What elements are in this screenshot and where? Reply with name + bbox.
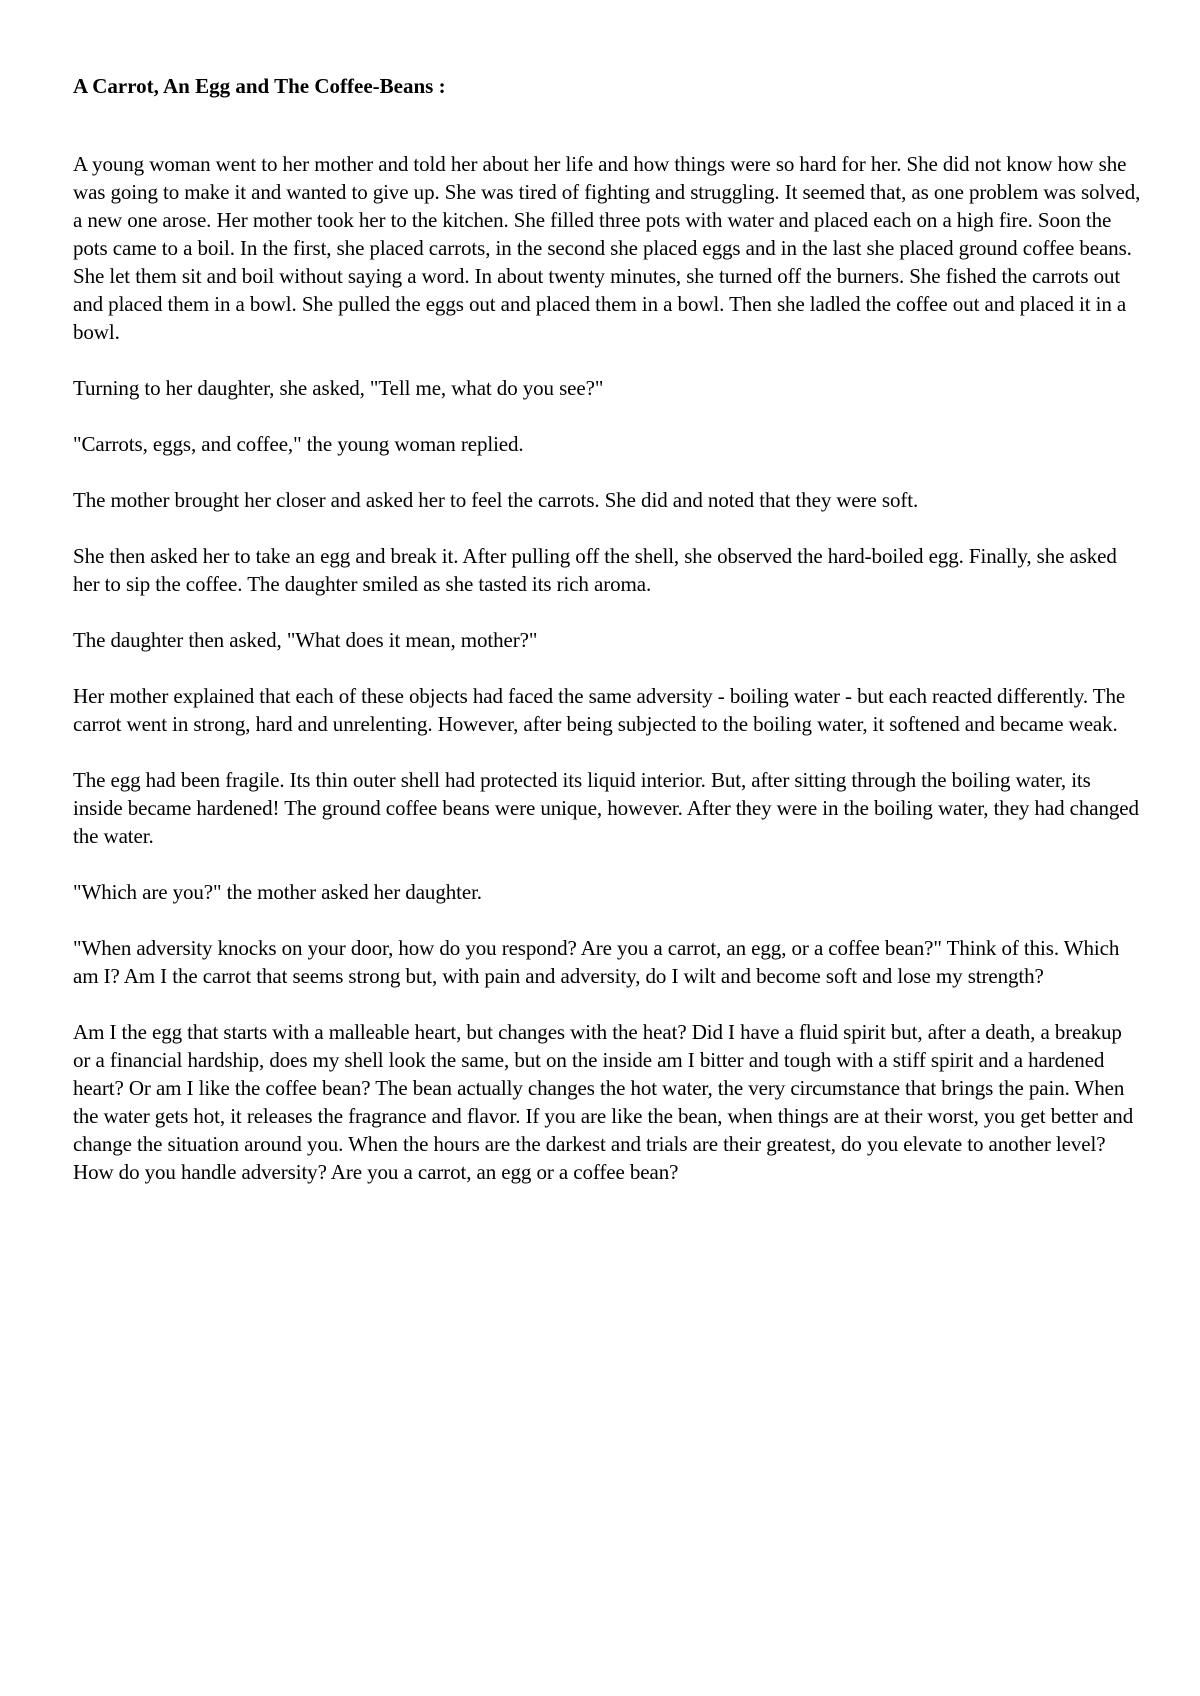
paragraph-adversity: "When adversity knocks on your door, how do you respond? Are you a carrot, an egg, or a coffee bean?" Think of this. Which am I? Am I the carrot that seems strong but, with pain and adversity, do I wilt and become soft and lose my strength? <box>73 936 1120 988</box>
paragraph-conclusion: Am I the egg that starts with a malleable heart, but changes with the heat? Did I have a fluid spirit but, after a death, a breakup or a financial hardship, does my shell look the same, but on the inside am I bitter and tough with a stiff spirit and a hardened heart? Or am I like the coffee bean? The bean actually changes the hot water, the very circumstance that brings the pain. When the water gets hot, it releases the fragrance and flavor. If you are like the bean, when things are at their worst, you get better and change the situation around you. When the hours are the darkest and trials are their greatest, do you elevate to another level? How do you handle adversity? Are you a carrot, an egg or a coffee bean? <box>73 1020 1134 1184</box>
document-page <box>73 72 1141 1214</box>
paragraph-meaning: The daughter then asked, "What does it mean, mother?" <box>73 628 538 652</box>
paragraph-question: Turning to her daughter, she asked, "Tell me, what do you see?" <box>73 376 604 400</box>
paragraph-explanation: Her mother explained that each of these objects had faced the same adversity - boiling water - but each reacted differently. The carrot went in strong, hard and unrelenting. However, after being subjected to the boiling water, it softened and became weak. <box>73 684 1126 736</box>
paragraph-which-are-you: "Which are you?" the mother asked her daughter. <box>73 880 482 904</box>
document-title: A Carrot, An Egg and The Coffee-Beans : <box>73 74 446 98</box>
paragraph-carrots: The mother brought her closer and asked her to feel the carrots. She did and noted that they were soft. <box>73 488 919 512</box>
paragraph-egg-coffee: She then asked her to take an egg and break it. After pulling off the shell, she observed the hard-boiled egg. Finally, she asked her to sip the coffee. The daughter smiled as she tasted its rich aroma. <box>73 544 1117 596</box>
paragraph-reply: "Carrots, eggs, and coffee," the young woman replied. <box>73 432 524 456</box>
paragraph-egg-fragile: The egg had been fragile. Its thin outer shell had protected its liquid interior. But, after sitting through the boiling water, its inside became hardened! The ground coffee beans were unique, however. After they were in the boiling water, they had changed the water. <box>73 768 1139 848</box>
paragraph-intro: A young woman went to her mother and told her about her life and how things were so hard for her. She did not know how she was going to make it and wanted to give up. She was tired of fighting and struggling. It seemed that, as one problem was solved, a new one arose. Her mother took her to the kitchen. She filled three pots with water and placed each on a high fire. Soon the pots came to a boil. In the first, she placed carrots, in the second she placed eggs and in the last she placed ground coffee beans. She let them sit and boil without saying a word. In about twenty minutes, she turned off the burners. She fished the carrots out and placed them in a bowl. She pulled the eggs out and placed them in a bowl. Then she ladled the coffee out and placed it in a bowl. <box>73 152 1141 344</box>
